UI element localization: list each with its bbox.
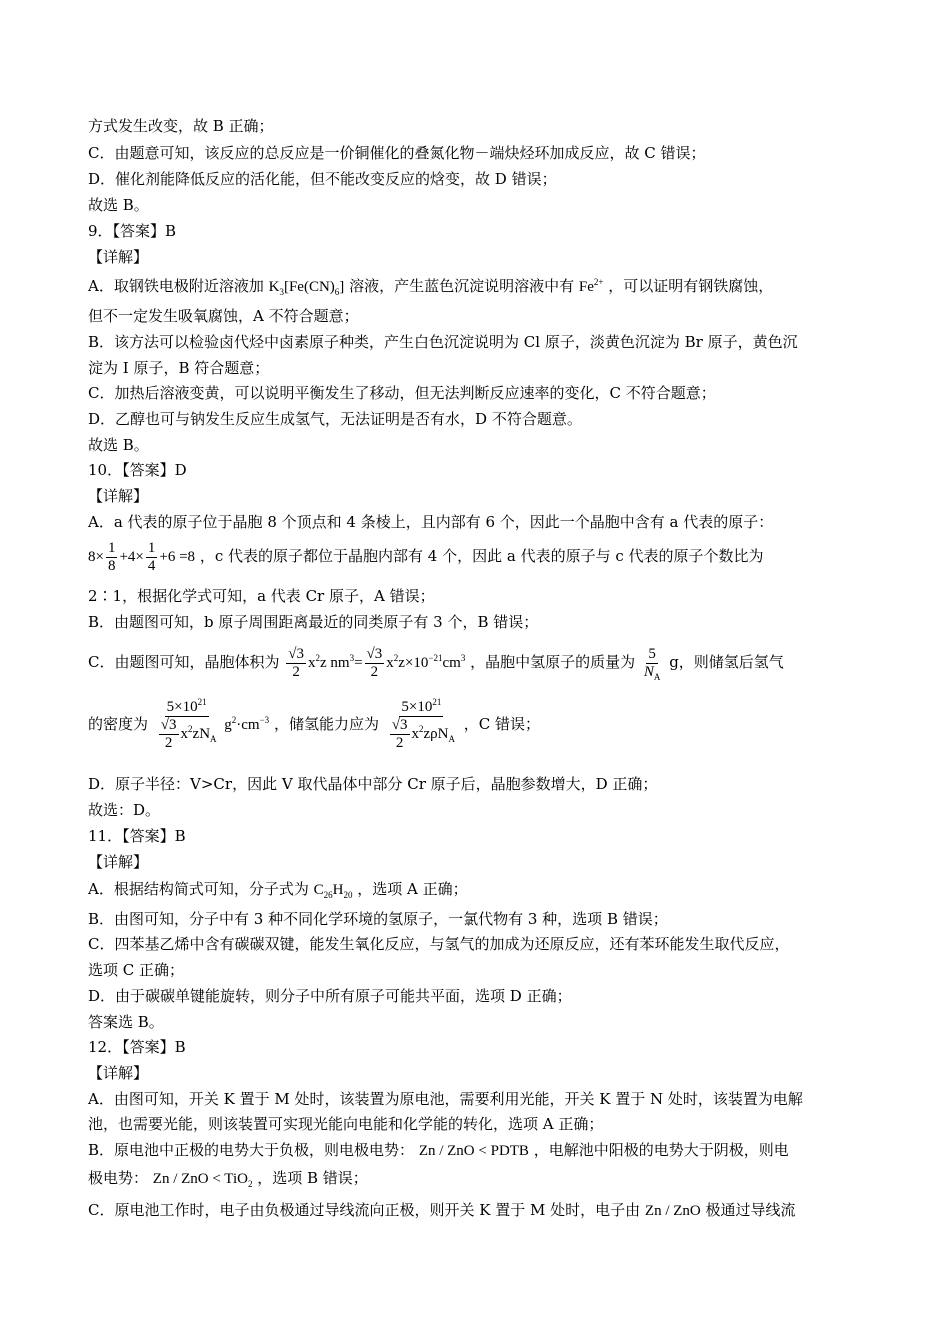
text-line: A．a 代表的原子位于晶胞 8 个顶点和 4 条棱上，且内部有 6 个，因此一个晶胞中含有 a 代表的原子： <box>88 513 774 531</box>
formula-zn-zno: Zn / ZnO <box>644 1203 701 1219</box>
detail-heading: 【详解】 <box>88 248 149 266</box>
text-line: 池，也需要光能，则该装置可实现光能向电能和化学能的转化，选项 A 正确； <box>88 1115 604 1133</box>
text-segment: 的密度为 <box>88 715 149 733</box>
text-segment: ，可以证明有钢铁腐蚀， <box>608 277 774 295</box>
formula-potential-1: Zn / ZnO < PDTB <box>418 1143 529 1159</box>
text-segment: ，电解池中阳极的电势大于阴极，则电 <box>533 1141 789 1159</box>
text-line: D．由于碳碳单键能旋转，则分子中所有原子可能共平面，选项 D 正确； <box>88 987 572 1005</box>
formula-h-mass: $\frac{5}{N_A}$ <box>643 646 661 683</box>
text-line: 故选：D。 <box>88 801 161 819</box>
text-segment: A．取钢铁电极附近溶液加 <box>88 277 264 295</box>
text-segment: ，C 错误； <box>463 715 541 733</box>
text-line: C．四苯基乙烯中含有碳碳双键，能发生氧化反应，与氢气的加成为还原反应，还有苯环能发生取代反应， <box>88 935 790 953</box>
formula-atom-count: 8× $\frac{1}{8}$ +4× $\frac{1}{4}$ +6 =8 <box>88 540 196 575</box>
detail-heading: 【详解】 <box>88 1064 149 1082</box>
text-line: B．由题图可知，b 原子周围距离最近的同类原子有 3 个，B 错误； <box>88 613 539 631</box>
text-segment: ，晶胞中氢原子的质量为 <box>470 653 636 671</box>
text-segment: g，则储氢后氢气 <box>669 653 784 671</box>
text-line: 2∶1，根据化学式可知，a 代表 Cr 原子，A 错误； <box>88 587 435 605</box>
text-line: 选项 C 正确； <box>88 961 185 979</box>
text-line <box>88 276 773 297</box>
text-segment: ，储氢能力应为 <box>273 715 379 733</box>
text-segment: A．根据结构简式可知，分子式为 <box>88 880 309 898</box>
question-answer: 9．【答案】B <box>88 222 177 240</box>
text-line: C．加热后溶液变黄，可以说明平衡发生了移动，但无法判断反应速率的变化，C 不符合题意； <box>88 384 716 402</box>
text-line: C．由题意可知，该反应的总反应是一价铜催化的叠氮化物－端炔烃环加成反应，故 C 错误； <box>88 144 706 162</box>
text-line: 但不一定发生吸氧腐蚀，A 不符合题意； <box>88 307 359 325</box>
formula-k3fecn6: $K_3[Fe(CN)_6]$ <box>268 279 345 297</box>
text-line: 答案选 B。 <box>88 1013 164 1031</box>
text-line <box>88 1200 796 1221</box>
text-line: B．该方法可以检验卤代烃中卤素原子种类，产生白色沉淀说明为 Cl 原子，淡黄色沉淀为 Br 原子，黄色沉 <box>88 333 798 351</box>
formula-c26h20: $C_{26}H_{20}$ <box>313 882 353 900</box>
text-segment: C．由题图可知，晶胞体积为 <box>88 653 280 671</box>
question-answer: 10．【答案】D <box>88 461 187 479</box>
text-segment: ，c 代表的原子都位于晶胞内部有 4 个，因此 a 代表的原子与 c 代表的原子个数比为 <box>199 547 764 565</box>
text-line: 淀为 I 原子，B 符合题意； <box>88 359 270 377</box>
text-line <box>88 1168 368 1189</box>
text-line: D．原子半径：V>Cr，因此 V 取代晶体中部分 Cr 原子后，晶胞参数增大，D 正确； <box>88 775 658 793</box>
text-segment: C．原电池工作时，电子由负极通过导线流向正极，则开关 K 置于 M 处时，电子由 <box>88 1201 641 1219</box>
text-segment: ，选项 B 错误； <box>257 1169 368 1187</box>
text-line <box>88 694 540 755</box>
question-answer: 12．【答案】B <box>88 1038 186 1056</box>
text-line: D．催化剂能降低反应的活化能，但不能改变反应的焓变，故 D 错误； <box>88 170 557 188</box>
text-line <box>88 642 784 683</box>
detail-heading: 【详解】 <box>88 487 149 505</box>
formula-density: $5\times 10^{21}$ $\frac{√3}{2}$ $x^2zN_A$ $g^2\cdot cm^{-3}$ <box>160 697 270 752</box>
formula-fe2plus: $Fe^{2+}$ <box>578 277 604 295</box>
formula-potential-2: Zn / ZnO < TiO$_2$ <box>152 1171 253 1189</box>
text-line: A．由图可知，开关 K 置于 M 处时，该装置为原电池，需要利用光能，开关 K 置于 N 处时，该装置为电解 <box>88 1090 803 1108</box>
text-segment: B．原电池中正极的电势大于负极，则电极电势： <box>88 1141 415 1159</box>
text-line: 故选 B。 <box>88 436 149 454</box>
text-line: B．由图可知，分子中有 3 种不同化学环境的氢原子，一氯代物有 3 种，选项 B 错误； <box>88 910 668 928</box>
text-line <box>88 538 764 575</box>
text-line <box>88 879 468 900</box>
text-line: D．乙醇也可与钠发生反应生成氢气，无法证明是否有水，D 不符合题意。 <box>88 410 582 428</box>
text-segment: 极电势： <box>88 1169 149 1187</box>
text-segment: 极通过导线流 <box>705 1201 796 1219</box>
question-answer: 11．【答案】B <box>88 827 186 845</box>
detail-heading: 【详解】 <box>88 853 149 871</box>
formula-cell-volume: $\frac{√3}{2}$ $x^2z$ $nm^3=$ $\frac{√3}{2}$ $x^2z\times 10^{-21}cm^3$ <box>288 646 466 681</box>
text-segment: 溶液，产生蓝色沉淀说明溶液中有 <box>349 277 575 295</box>
text-line: 故选 B。 <box>88 196 149 214</box>
text-segment: ，选项 A 正确； <box>357 880 468 898</box>
formula-storage-capacity: $5\times 10^{21}$ $\frac{√3}{2}$ $x^2z\rho N_A$ <box>391 697 455 752</box>
text-line: 方式发生改变，故 B 正确； <box>88 117 274 135</box>
text-line <box>88 1140 789 1161</box>
